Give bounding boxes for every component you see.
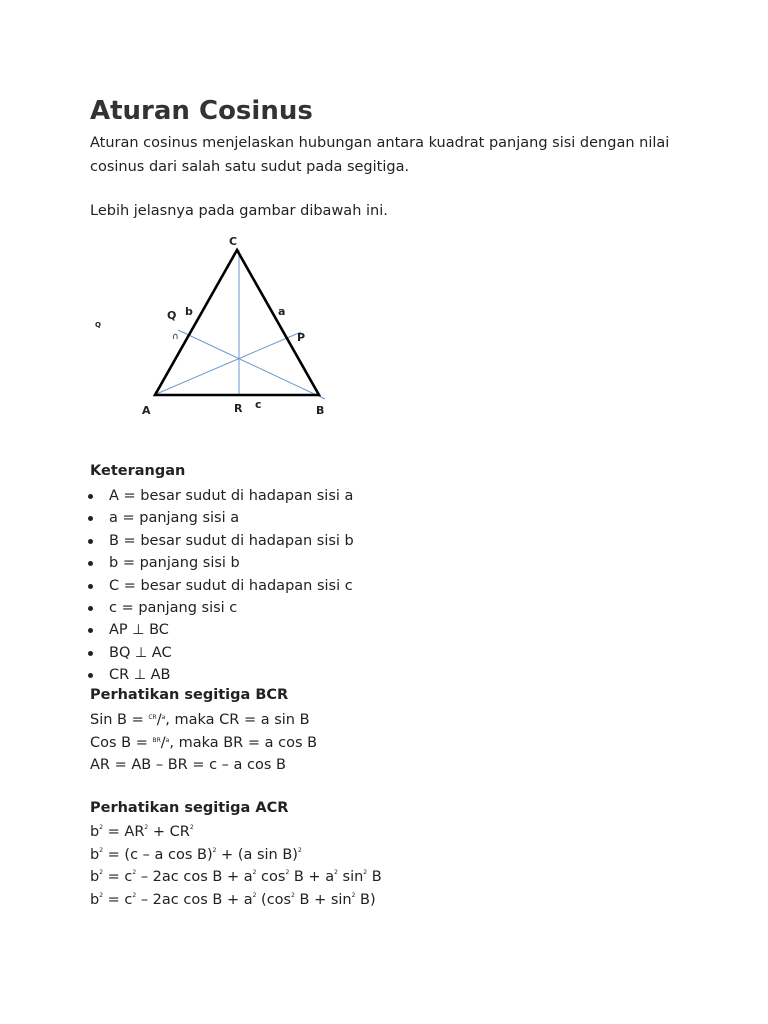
equation-line: $b^2 = AR^2 + CR^2$ [90, 824, 194, 840]
equation-line: $b^2 = c^2 - 2ac$ $\cos B + a^2$ ($\cos^2$ $B + \sin^2 B$) [90, 891, 376, 908]
label-r: R [234, 402, 243, 415]
label-a-vertex: A [142, 404, 151, 417]
perpendicular-symbol: ⊥ [132, 622, 145, 639]
label-p: P [297, 331, 306, 344]
list-item: B = besar sudut di hadapan sisi b [90, 530, 354, 552]
list-item [90, 642, 354, 664]
perp-left: BQ [109, 644, 131, 661]
bcr-title: Perhatikan segitiga BCR [90, 687, 289, 703]
acr-equations [90, 821, 382, 911]
bcr-equations [90, 709, 317, 777]
triangle-diagram [0, 0, 768, 460]
label-b-side: b [185, 305, 193, 318]
acr-title: Perhatikan segitiga ACR [90, 800, 289, 816]
perp-right: AC [151, 644, 172, 661]
list-item: c = panjang sisi c [90, 597, 354, 619]
equation-line: AR = AB – BR = c – a cos B [90, 757, 286, 773]
equation-line: $b^2 = (c - a$ cos B)$^2$ + (a sin B)$^2$ [90, 846, 302, 863]
perpendicular-symbol: ⊥ [134, 644, 148, 661]
label-b-vertex: B [316, 404, 325, 417]
list-item [90, 619, 354, 641]
list-item: a = panjang sisi a [90, 507, 354, 529]
triangle-abc [155, 250, 319, 395]
intro-paragraph: Aturan cosinus menjelaskan hubungan antara kuadrat panjang sisi dengan nilai cosinus dari salah satu sudut pada segitiga. [90, 135, 670, 175]
label-c-vertex: C [229, 235, 238, 248]
stray-mark: ∩ [172, 332, 179, 342]
perp-left: AP [109, 622, 128, 639]
label-q: Q [167, 309, 177, 322]
page-title: Aturan Cosinus [90, 96, 313, 126]
list-item: A = besar sudut di hadapan sisi a [90, 485, 354, 507]
perp-right: BC [149, 622, 169, 639]
list-item: b = panjang sisi b [90, 552, 354, 574]
label-c-side: c [255, 398, 262, 411]
perpendicular-symbol: ⊥ [133, 667, 147, 684]
label-a-side: a [278, 305, 286, 318]
equation-line: $b^2 = c^2 - 2ac$ $\cos B + a^2$ $\cos^2 B + a^2$ $\sin^2 B$ [90, 869, 382, 885]
stray-label-q: Q [95, 321, 101, 329]
perp-left: CR [109, 667, 130, 684]
lead-paragraph: Lebih jelasnya pada gambar dibawah ini. [90, 203, 388, 219]
equation-line: Cos B = $^{BR}$/$^a$, maka BR = a cos B [90, 734, 318, 751]
perp-right: AB [150, 667, 171, 684]
equation-line: Sin B = $^{CR}$/$^a$, maka CR = a sin B [90, 712, 310, 728]
keterangan-list [90, 485, 354, 687]
keterangan-title: Keterangan [90, 463, 186, 479]
list-item: C = besar sudut di hadapan sisi c [90, 575, 354, 597]
list-item [90, 664, 354, 686]
